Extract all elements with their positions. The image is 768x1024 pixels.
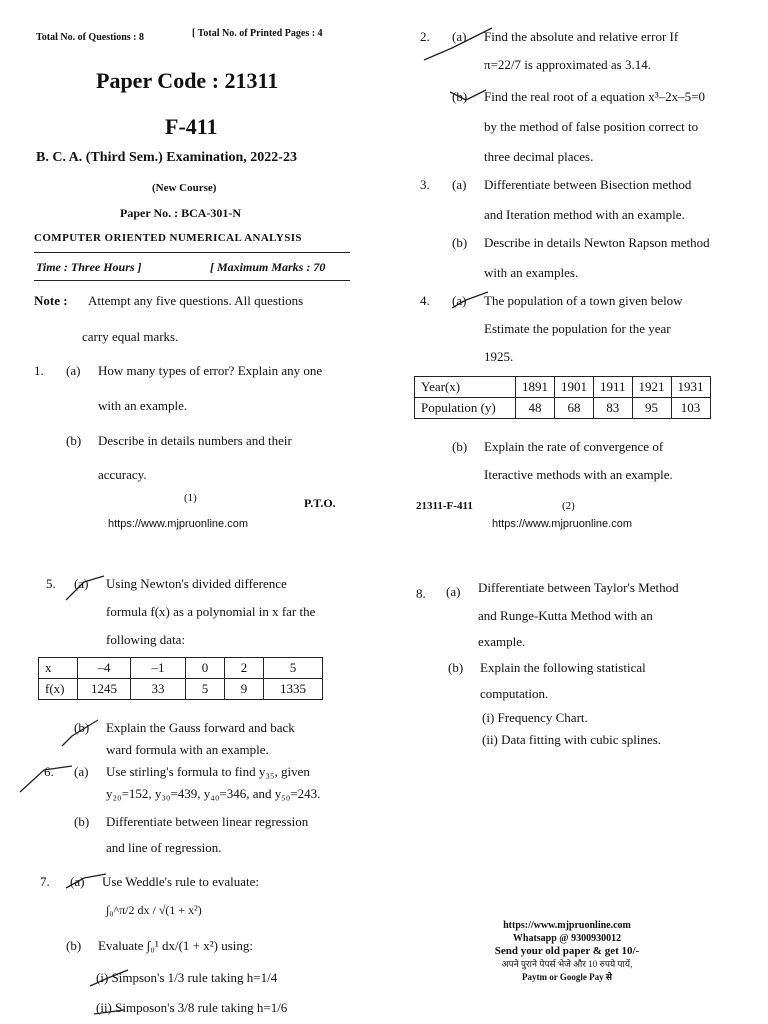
- table-cell: 1245: [78, 679, 131, 700]
- q3a-tag: (a): [452, 177, 467, 192]
- paper-number: Paper No. : BCA-301-N: [120, 206, 242, 220]
- table-cell: 48: [516, 398, 555, 419]
- q5a-tag: (a): [74, 576, 89, 591]
- q4a-text-2: Estimate the population for the year: [484, 321, 671, 336]
- q8a-text-1: Differentiate between Taylor's Method: [478, 580, 679, 595]
- pen-tick-q6: [20, 766, 72, 792]
- table-cell: 0: [186, 658, 225, 679]
- q7b-part-ii: (ii) Simposon's 3/8 rule taking h=1/6: [96, 1000, 288, 1015]
- q6a-text-1: Use stirling's formula to find y₃₅, given: [106, 764, 310, 779]
- q1b-text-1: Describe in details numbers and their: [98, 433, 292, 448]
- table-cell: 1921: [632, 377, 671, 398]
- q3b-tag: (b): [452, 235, 468, 250]
- q8a-tag: (a): [446, 584, 461, 599]
- q5a-text-3: following data:: [106, 632, 186, 647]
- course-type: (New Course): [152, 182, 217, 194]
- page-number: (2): [562, 500, 575, 512]
- table-cell: 5: [186, 679, 225, 700]
- table-cell: 95: [632, 398, 671, 419]
- q7-number: 7.: [40, 874, 50, 889]
- table-cell: –1: [131, 658, 186, 679]
- q2b-tag: (b): [452, 89, 468, 104]
- q6a-tag: (a): [74, 764, 89, 779]
- q6a-text-2: y₂₀=152, y₃₀=439, y₄₀=346, and y₅₀=243.: [106, 786, 321, 801]
- subject-title: COMPUTER ORIENTED NUMERICAL ANALYSIS: [34, 232, 302, 244]
- table-cell: –4: [78, 658, 131, 679]
- q2b-text-3: three decimal places.: [484, 149, 594, 164]
- promo-url: https://www.mjpruonline.com: [503, 920, 631, 931]
- q4b-tag: (b): [452, 439, 468, 454]
- table-cell: 68: [555, 398, 594, 419]
- q7b-tag: (b): [66, 938, 82, 953]
- pen-tick-q5b: [62, 720, 98, 746]
- total-pages: [ Total No. of Printed Pages : 4: [192, 28, 323, 39]
- website-url: https://www.mjpruonline.com: [108, 518, 248, 530]
- q5b-text-1: Explain the Gauss forward and back: [106, 720, 295, 735]
- table-cell: 33: [131, 679, 186, 700]
- q8a-text-3: example.: [478, 634, 526, 649]
- q7b-part-i: (i) Simpson's 1/3 rule taking h=1/4: [96, 970, 278, 985]
- q7a-text-1: Use Weddle's rule to evaluate:: [102, 874, 260, 889]
- table-cell: 1931: [671, 377, 710, 398]
- table-cell: 83: [594, 398, 633, 419]
- promo-whatsapp: Whatsapp @ 9300930012: [512, 933, 622, 944]
- q8b-tag: (b): [448, 660, 464, 675]
- q5a-text-2: formula f(x) as a polynomial in x far the: [106, 604, 316, 619]
- table-cell: 1891: [516, 377, 555, 398]
- pen-tick-q2a: [424, 28, 492, 60]
- pen-tick-q7a: [66, 874, 106, 888]
- q6b-text-2: and line of regression.: [106, 840, 222, 855]
- table-cell: Year(x): [415, 377, 516, 398]
- note-line-2: carry equal marks.: [82, 329, 179, 344]
- q1b-text-2: accuracy.: [98, 467, 147, 482]
- q8a-text-2: and Runge-Kutta Method with an: [478, 608, 653, 623]
- pen-tick-q4a: [452, 292, 488, 308]
- note-line-1: Attempt any five questions. All questions: [88, 293, 304, 308]
- promo-payment: Paytm or Google Pay से: [522, 972, 612, 982]
- page-number: (1): [184, 492, 197, 504]
- q4b-text-1: Explain the rate of convergence of: [484, 439, 664, 454]
- promo-hindi: अपने पुराने पेपर्स भेजे और 10 रुपये पायें,: [501, 959, 633, 969]
- maximum-marks: [ Maximum Marks : 70: [210, 260, 326, 274]
- total-questions: Total No. of Questions : 8: [36, 32, 144, 43]
- pen-tick-q7bii: [94, 1010, 124, 1014]
- q8b-part-i: (i) Frequency Chart.: [482, 710, 588, 725]
- q3b-text-2: with an examples.: [484, 265, 579, 280]
- q4b-text-2: Iteractive methods with an example.: [484, 467, 673, 482]
- q1a-text-2: with an example.: [98, 398, 188, 413]
- time-allowed: Time : Three Hours ]: [36, 260, 142, 274]
- table-cell: f(x): [39, 679, 78, 700]
- q8b-text-1: Explain the following statistical: [480, 660, 646, 675]
- q8b-text-2: computation.: [480, 686, 549, 701]
- q2b-text-1: Find the real root of a equation x³–2x–5=0: [484, 89, 705, 104]
- q5b-tag: (b): [74, 720, 90, 735]
- q1a-tag: (a): [66, 363, 81, 378]
- q7b-text-1: Evaluate ∫₀¹ dx/(1 + x²) using:: [98, 938, 253, 953]
- series-code: F-411: [165, 114, 218, 139]
- table-cell: 1335: [264, 679, 323, 700]
- q6b-tag: (b): [74, 814, 90, 829]
- q2-number: 2.: [420, 29, 430, 44]
- q7a-tag: (a): [70, 874, 85, 889]
- note-label: Note :: [34, 293, 68, 308]
- q3b-text-1: Describe in details Newton Rapson method: [484, 235, 710, 250]
- pen-tick-q2b: [450, 90, 486, 100]
- table-cell: 2: [225, 658, 264, 679]
- q2a-text-1: Find the absolute and relative error If: [484, 29, 679, 44]
- table-cell: 9: [225, 679, 264, 700]
- q6-number: 6.: [44, 764, 54, 779]
- q1-number: 1.: [34, 363, 44, 378]
- table-cell: Population (y): [415, 398, 516, 419]
- table-cell: 1901: [555, 377, 594, 398]
- q3a-text-2: and Iteration method with an example.: [484, 207, 685, 222]
- q6b-text-1: Differentiate between linear regression: [106, 814, 309, 829]
- footer-paper-code: 21311-F-411: [416, 500, 473, 512]
- q8-number: 8.: [416, 586, 426, 601]
- website-url: https://www.mjpruonline.com: [492, 518, 632, 530]
- q4-number: 4.: [420, 293, 430, 308]
- q2a-text-2: π=22/7 is approximated as 3.14.: [484, 57, 651, 72]
- pen-tick-q7bi: [90, 970, 128, 986]
- q5b-text-2: ward formula with an example.: [106, 742, 269, 757]
- table-cell: x: [39, 658, 78, 679]
- table-cell: 5: [264, 658, 323, 679]
- q4a-text-3: 1925.: [484, 349, 514, 364]
- q3-number: 3.: [420, 177, 430, 192]
- table-cell: 1911: [594, 377, 633, 398]
- table-cell: 103: [671, 398, 710, 419]
- q4a-text-1: The population of a town given below: [484, 293, 683, 308]
- promo-offer: Send your old paper & get 10/-: [494, 945, 640, 957]
- paper-code: Paper Code : 21311: [96, 68, 279, 93]
- exam-title: B. C. A. (Third Sem.) Examination, 2022-23: [36, 150, 297, 165]
- q1a-text-1: How many types of error? Explain any one: [98, 363, 323, 378]
- q8b-part-ii: (ii) Data fitting with cubic splines.: [482, 732, 662, 747]
- pto-label: P.T.O.: [304, 496, 336, 510]
- q5a-text-1: Using Newton's divided difference: [106, 576, 287, 591]
- q5-number: 5.: [46, 576, 56, 591]
- q3a-text-1: Differentiate between Bisection method: [484, 177, 692, 192]
- q2a-tag: (a): [452, 29, 467, 44]
- q2b-text-2: by the method of false position correct to: [484, 119, 699, 134]
- q1b-tag: (b): [66, 433, 82, 448]
- pen-tick-q5a: [66, 576, 104, 600]
- q4a-tag: (a): [452, 293, 467, 308]
- q7a-integral: ∫₀^π/2 dx / √(1 + x²): [106, 903, 202, 917]
